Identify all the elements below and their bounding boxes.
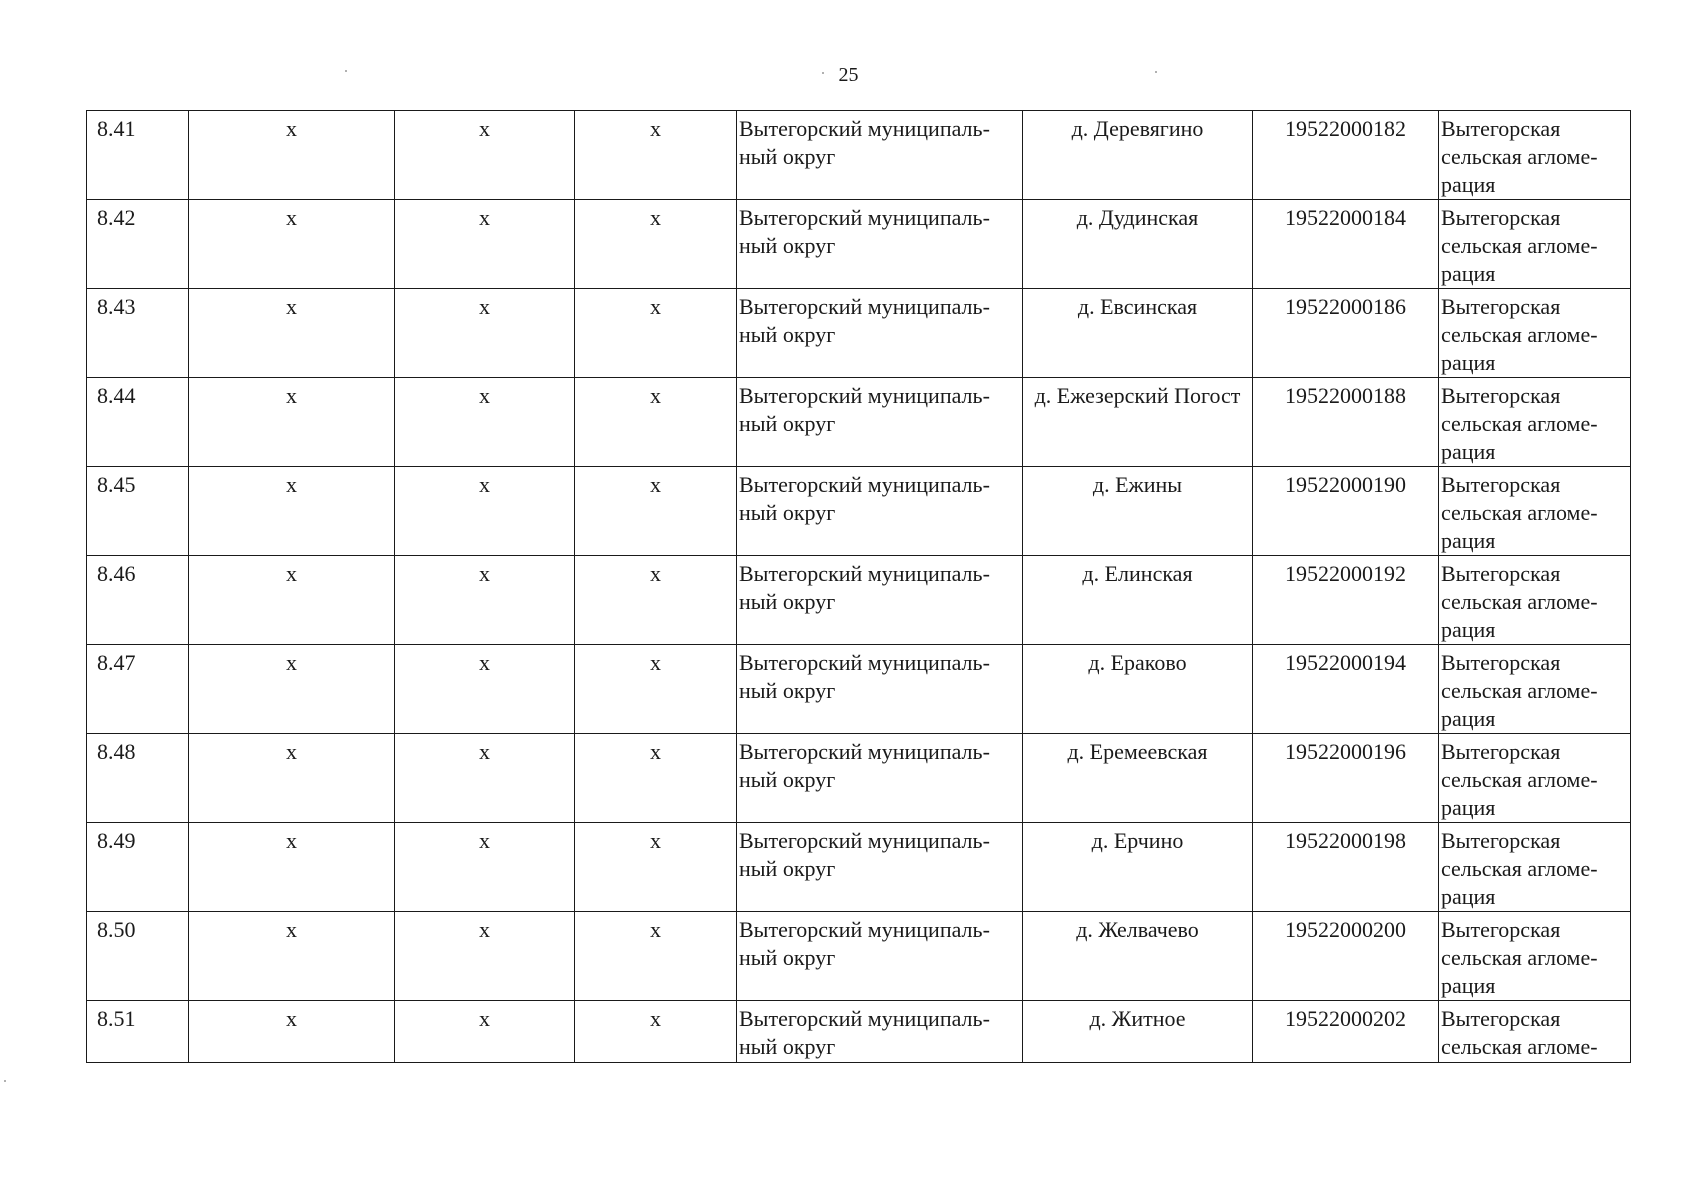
cell-settlement: д. Ежины xyxy=(1023,467,1253,556)
cell-x: x xyxy=(575,1001,737,1063)
table-row xyxy=(87,378,1631,467)
table-row xyxy=(87,556,1631,645)
cell-x: x xyxy=(189,645,395,734)
scan-speck xyxy=(4,1080,6,1082)
cell-x: x xyxy=(575,823,737,912)
cell-code: 19522000192 xyxy=(1253,556,1439,645)
cell-settlement: д. Деревягино xyxy=(1023,111,1253,200)
cell-x: x xyxy=(575,734,737,823)
cell-x: x xyxy=(395,467,575,556)
cell-x: x xyxy=(189,912,395,1001)
cell-x: x xyxy=(189,467,395,556)
cell-x: x xyxy=(395,200,575,289)
cell-x: x xyxy=(575,912,737,1001)
cell-x: x xyxy=(395,645,575,734)
cell-x: x xyxy=(575,645,737,734)
cell-number: 8.47 xyxy=(87,645,189,734)
cell-number: 8.46 xyxy=(87,556,189,645)
cell-x: x xyxy=(395,378,575,467)
cell-number: 8.49 xyxy=(87,823,189,912)
cell-district: Вытегорский муниципаль-ный округ xyxy=(737,1001,1023,1063)
cell-settlement: д. Ежезерский Погост xyxy=(1023,378,1253,467)
cell-district: Вытегорский муниципаль-ный округ xyxy=(737,823,1023,912)
cell-settlement: д. Ерчино xyxy=(1023,823,1253,912)
cell-x: x xyxy=(575,378,737,467)
cell-x: x xyxy=(395,912,575,1001)
cell-settlement: д. Житное xyxy=(1023,1001,1253,1063)
cell-agglomeration: Вытегорская сельская агломе-рация xyxy=(1439,912,1631,1001)
table-row xyxy=(87,912,1631,1001)
cell-agglomeration: Вытегорская сельская агломе-рация xyxy=(1439,734,1631,823)
cell-code: 19522000198 xyxy=(1253,823,1439,912)
scan-speck xyxy=(1155,71,1157,73)
cell-number: 8.51 xyxy=(87,1001,189,1063)
cell-code: 19522000184 xyxy=(1253,200,1439,289)
cell-number: 8.42 xyxy=(87,200,189,289)
cell-x: x xyxy=(575,111,737,200)
cell-x: x xyxy=(189,1001,395,1063)
cell-agglomeration: Вытегорская сельская агломе- xyxy=(1439,1001,1631,1063)
cell-settlement: д. Ераково xyxy=(1023,645,1253,734)
cell-x: x xyxy=(189,823,395,912)
cell-code: 19522000190 xyxy=(1253,467,1439,556)
cell-x: x xyxy=(575,289,737,378)
table-row xyxy=(87,1001,1631,1063)
cell-code: 19522000194 xyxy=(1253,645,1439,734)
table-row xyxy=(87,289,1631,378)
cell-x: x xyxy=(395,1001,575,1063)
cell-x: x xyxy=(395,289,575,378)
cell-settlement: д. Елинская xyxy=(1023,556,1253,645)
cell-agglomeration: Вытегорская сельская агломе-рация xyxy=(1439,378,1631,467)
cell-settlement: д. Желвачево xyxy=(1023,912,1253,1001)
cell-number: 8.43 xyxy=(87,289,189,378)
cell-x: x xyxy=(189,289,395,378)
cell-code: 19522000200 xyxy=(1253,912,1439,1001)
cell-code: 19522000202 xyxy=(1253,1001,1439,1063)
cell-number: 8.50 xyxy=(87,912,189,1001)
cell-code: 19522000188 xyxy=(1253,378,1439,467)
cell-settlement: д. Еремеевская xyxy=(1023,734,1253,823)
cell-district: Вытегорский муниципаль-ный округ xyxy=(737,111,1023,200)
scan-speck xyxy=(822,72,824,74)
cell-x: x xyxy=(395,823,575,912)
cell-district: Вытегорский муниципаль-ный округ xyxy=(737,912,1023,1001)
data-table xyxy=(86,110,1631,1063)
table-row xyxy=(87,823,1631,912)
page-number: 25 xyxy=(838,64,859,86)
cell-district: Вытегорский муниципаль-ный округ xyxy=(737,289,1023,378)
cell-district: Вытегорский муниципаль-ный округ xyxy=(737,645,1023,734)
cell-x: x xyxy=(395,556,575,645)
cell-settlement: д. Евсинская xyxy=(1023,289,1253,378)
cell-x: x xyxy=(189,200,395,289)
cell-district: Вытегорский муниципаль-ный округ xyxy=(737,556,1023,645)
cell-agglomeration: Вытегорская сельская агломе-рация xyxy=(1439,289,1631,378)
cell-number: 8.45 xyxy=(87,467,189,556)
cell-number: 8.41 xyxy=(87,111,189,200)
cell-number: 8.48 xyxy=(87,734,189,823)
cell-number: 8.44 xyxy=(87,378,189,467)
cell-x: x xyxy=(395,734,575,823)
cell-x: x xyxy=(575,200,737,289)
cell-x: x xyxy=(575,467,737,556)
cell-x: x xyxy=(575,556,737,645)
cell-agglomeration: Вытегорская сельская агломе-рация xyxy=(1439,111,1631,200)
cell-x: x xyxy=(395,111,575,200)
scan-speck xyxy=(345,70,347,72)
cell-agglomeration: Вытегорская сельская агломе-рация xyxy=(1439,645,1631,734)
cell-agglomeration: Вытегорская сельская агломе-рация xyxy=(1439,556,1631,645)
cell-x: x xyxy=(189,111,395,200)
cell-code: 19522000182 xyxy=(1253,111,1439,200)
table-row xyxy=(87,467,1631,556)
cell-district: Вытегорский муниципаль-ный округ xyxy=(737,200,1023,289)
cell-agglomeration: Вытегорская сельская агломе-рация xyxy=(1439,467,1631,556)
cell-settlement: д. Дудинская xyxy=(1023,200,1253,289)
cell-district: Вытегорский муниципаль-ный округ xyxy=(737,467,1023,556)
table-row xyxy=(87,111,1631,200)
table-row xyxy=(87,645,1631,734)
table-body xyxy=(87,111,1631,1063)
cell-code: 19522000196 xyxy=(1253,734,1439,823)
cell-x: x xyxy=(189,734,395,823)
table-row xyxy=(87,200,1631,289)
cell-agglomeration: Вытегорская сельская агломе-рация xyxy=(1439,823,1631,912)
cell-code: 19522000186 xyxy=(1253,289,1439,378)
cell-district: Вытегорский муниципаль-ный округ xyxy=(737,378,1023,467)
table-row xyxy=(87,734,1631,823)
cell-x: x xyxy=(189,556,395,645)
cell-x: x xyxy=(189,378,395,467)
cell-agglomeration: Вытегорская сельская агломе-рация xyxy=(1439,200,1631,289)
cell-district: Вытегорский муниципаль-ный округ xyxy=(737,734,1023,823)
